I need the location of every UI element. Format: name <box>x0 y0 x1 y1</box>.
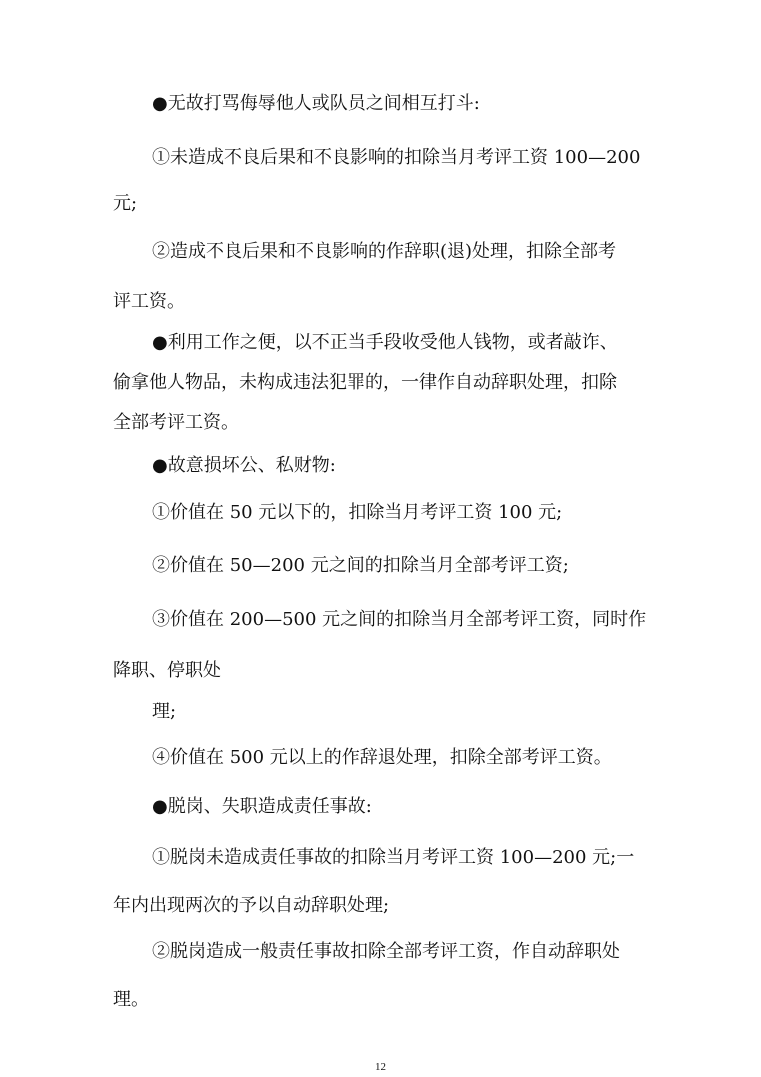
clause-line: ➃价值在 500 元以上的作辞退处理，扣除全部考评工资。 <box>152 747 612 768</box>
clause-line: 评工资。 <box>113 291 185 312</box>
clause-line: ➂价值在 200—500 元之间的扣除当月全部考评工资，同时作 <box>152 609 647 630</box>
section-heading-property-damage: ●故意损坏公、私财物: <box>152 455 336 476</box>
clause-line: ➀价值在 50 元以下的，扣除当月考评工资 100 元; <box>152 502 563 523</box>
section-heading-absence: ●脱岗、失职造成责任事故: <box>152 796 372 817</box>
section-heading-bribery: ●利用工作之便，以不正当手段收受他人钱物，或者敲诈、 <box>152 332 618 353</box>
paragraph-line: 全部考评工资。 <box>113 412 239 433</box>
clause-line: 降职、停职处 <box>113 660 221 681</box>
paragraph-line: 偷拿他人物品，未构成违法犯罪的，一律作自动辞职处理，扣除 <box>113 372 617 393</box>
clause-line: ➁造成不良后果和不良影响的作辞职(退)处理，扣除全部考 <box>152 241 617 262</box>
clause-line: ➁价值在 50—200 元之间的扣除当月全部考评工资; <box>152 555 569 576</box>
clause-line: ➀未造成不良后果和不良影响的扣除当月考评工资 100—200 <box>152 147 641 168</box>
clause-line: 理。 <box>113 989 149 1010</box>
clause-line: 元; <box>113 193 138 214</box>
clause-line: 理; <box>152 701 177 722</box>
clause-line: 年内出现两次的予以自动辞职处理; <box>113 895 390 916</box>
page-number: 12 <box>375 1061 386 1073</box>
section-heading-fighting: ●无故打骂侮辱他人或队员之间相互打斗: <box>152 93 480 114</box>
clause-line: ➀脱岗未造成责任事故的扣除当月考评工资 100—200 元;一 <box>152 847 635 868</box>
clause-line: ➁脱岗造成一般责任事故扣除全部考评工资，作自动辞职处 <box>152 941 620 962</box>
